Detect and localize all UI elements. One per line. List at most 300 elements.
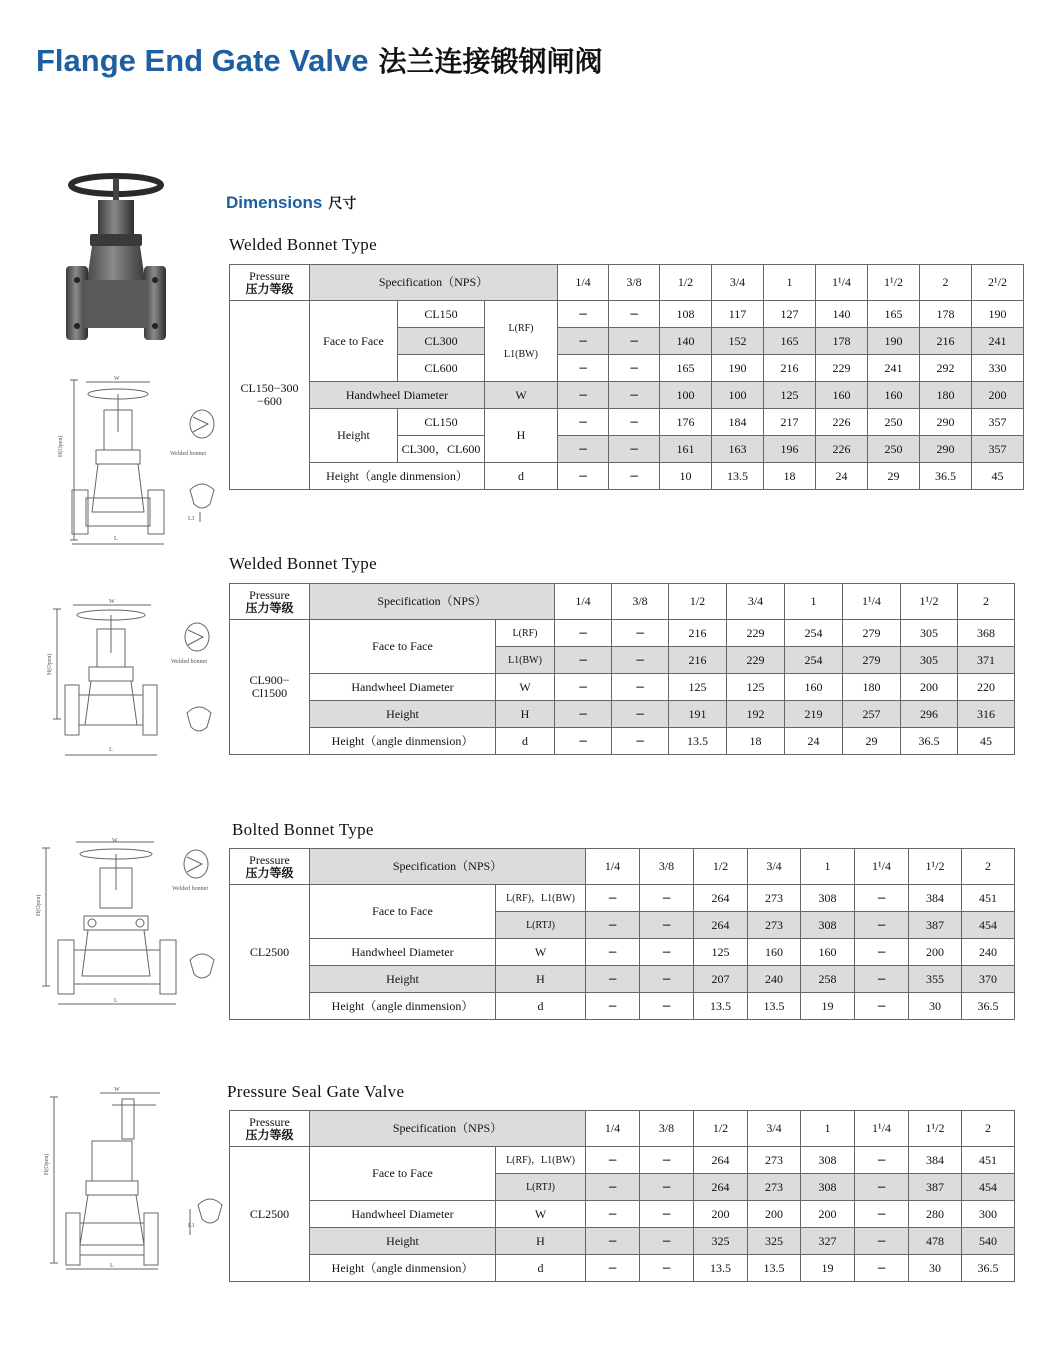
size-header: 3/8 <box>612 584 669 620</box>
cell: − <box>558 382 609 409</box>
cell: 316 <box>958 701 1015 728</box>
cell: 451 <box>962 1147 1015 1174</box>
cell: 292 <box>920 355 972 382</box>
ff-symbol-2: L(RTJ) <box>496 1174 586 1201</box>
cell: 191 <box>669 701 727 728</box>
cell: − <box>640 885 694 912</box>
cell: − <box>586 885 640 912</box>
row-symbol: H <box>496 701 555 728</box>
size-header: 1¹/2 <box>909 1111 962 1147</box>
size-header: 1/4 <box>555 584 612 620</box>
cell: 24 <box>816 463 868 490</box>
cell: 240 <box>962 939 1015 966</box>
cell: − <box>640 939 694 966</box>
cell: − <box>612 647 669 674</box>
size-header: 2 <box>962 1111 1015 1147</box>
class-label: CL600 <box>398 355 485 382</box>
cell: 163 <box>712 436 764 463</box>
cell: 13.5 <box>669 728 727 755</box>
cell: 13.5 <box>748 1255 801 1282</box>
cell: 325 <box>694 1228 748 1255</box>
cell: 13.5 <box>694 993 748 1020</box>
ff-symbols <box>485 301 558 382</box>
cell: − <box>640 1201 694 1228</box>
cell: 30 <box>909 1255 962 1282</box>
page-title <box>36 40 603 80</box>
cell: 19 <box>801 1255 855 1282</box>
pressure-en: Pressure <box>249 852 290 867</box>
table-row <box>230 1201 1015 1228</box>
table-header-row <box>230 849 1015 885</box>
cell: 241 <box>868 355 920 382</box>
size-header: 1¹/2 <box>901 584 958 620</box>
cell: 190 <box>712 355 764 382</box>
cell: − <box>640 912 694 939</box>
height-symbol: H <box>485 409 558 463</box>
cell: 13.5 <box>712 463 764 490</box>
cell: 18 <box>727 728 785 755</box>
cell: 290 <box>920 436 972 463</box>
cell: 384 <box>909 885 962 912</box>
cell: 200 <box>694 1201 748 1228</box>
cell: 100 <box>712 382 764 409</box>
cell: − <box>855 912 909 939</box>
cell: − <box>586 1255 640 1282</box>
row-label: Handwheel Diameter <box>310 1201 496 1228</box>
dimension-table-4 <box>229 1110 1015 1282</box>
cell: 296 <box>901 701 958 728</box>
table-row <box>230 939 1015 966</box>
cell: − <box>609 328 660 355</box>
face-to-face-label: Face to Face <box>310 1147 496 1201</box>
size-header: 1¹/2 <box>868 265 920 301</box>
cell: 200 <box>972 382 1024 409</box>
cell: 24 <box>785 728 843 755</box>
cell: 160 <box>816 382 868 409</box>
cell: − <box>609 409 660 436</box>
cell: − <box>855 939 909 966</box>
cell: 140 <box>816 301 868 328</box>
cell: 273 <box>748 885 801 912</box>
cell: 264 <box>694 1147 748 1174</box>
cell: 229 <box>727 620 785 647</box>
cell: 216 <box>764 355 816 382</box>
cell: − <box>555 647 612 674</box>
cell: 125 <box>727 674 785 701</box>
size-header: 1/2 <box>669 584 727 620</box>
row-label: Handwheel Diameter <box>310 674 496 701</box>
dim-w-label: W <box>109 599 115 605</box>
table-row <box>230 620 1015 647</box>
welded-bonnet-drawing-1 <box>50 372 232 552</box>
table-row <box>230 1147 1015 1174</box>
table-header-row <box>230 265 1024 301</box>
cell: 125 <box>764 382 816 409</box>
row-symbol: d <box>496 993 586 1020</box>
cell: − <box>640 1255 694 1282</box>
cell: 250 <box>868 436 920 463</box>
section-2-title: Welded Bonnet Type <box>229 554 377 573</box>
row-label: Height（angle dinmension） <box>310 463 485 490</box>
cell: 45 <box>972 463 1024 490</box>
ff-symbol-1: L(RF)，L1(BW) <box>496 885 586 912</box>
spec-header: Specification（NPS） <box>310 1111 586 1147</box>
cell: 308 <box>801 912 855 939</box>
dim-w-label: W <box>114 1087 120 1093</box>
cell: − <box>855 993 909 1020</box>
cell: 387 <box>909 1174 962 1201</box>
ff-symbol-2: L1(BW) <box>496 647 555 674</box>
welded-bonnet-drawing-2 <box>45 595 227 767</box>
cell: 18 <box>764 463 816 490</box>
cell: − <box>586 912 640 939</box>
cell: 192 <box>727 701 785 728</box>
cell: 36.5 <box>962 1255 1015 1282</box>
cell: 254 <box>785 647 843 674</box>
dimensions-heading <box>226 193 356 213</box>
spec-header: Specification（NPS） <box>310 584 555 620</box>
cell: 19 <box>801 993 855 1020</box>
cell: 327 <box>801 1228 855 1255</box>
cell: 330 <box>972 355 1024 382</box>
welded-bonnet-label: Welded bonnet <box>172 886 209 892</box>
class-label: CL300，CL600 <box>398 436 485 463</box>
pressure-class-cell: CL900− Cl1500 <box>230 620 310 755</box>
pressure-en: Pressure <box>249 268 290 283</box>
dimension-table-3 <box>229 848 1015 1020</box>
size-header: 2 <box>958 584 1015 620</box>
cell: 264 <box>694 912 748 939</box>
cell: 305 <box>901 620 958 647</box>
table-row <box>230 993 1015 1020</box>
cell: − <box>612 701 669 728</box>
face-to-face-label: Face to Face <box>310 885 496 939</box>
cell: 165 <box>868 301 920 328</box>
cell: − <box>586 1201 640 1228</box>
table-row <box>230 674 1015 701</box>
pressure-class-cell: CL150−300 −600 <box>230 301 310 490</box>
cell: 540 <box>962 1228 1015 1255</box>
table-row <box>230 409 1024 436</box>
cell: − <box>609 355 660 382</box>
row-label: Handwheel Diameter <box>310 382 485 409</box>
cell: 219 <box>785 701 843 728</box>
cell: 160 <box>748 939 801 966</box>
cell: 200 <box>801 1201 855 1228</box>
cell: 216 <box>669 647 727 674</box>
dim-h-label: H(Open) <box>58 435 64 457</box>
cell: 125 <box>669 674 727 701</box>
cell: 229 <box>816 355 868 382</box>
ff-symbol-1: L(RF) <box>496 620 555 647</box>
cell: − <box>855 1174 909 1201</box>
size-header: 2¹/2 <box>972 265 1024 301</box>
cell: − <box>586 966 640 993</box>
cell: 355 <box>909 966 962 993</box>
cell: − <box>558 409 609 436</box>
cell: 226 <box>816 409 868 436</box>
dim-h-label: H(Open) <box>36 894 42 916</box>
cell: 36.5 <box>901 728 958 755</box>
cell: 308 <box>801 1147 855 1174</box>
row-symbol: W <box>485 382 558 409</box>
row-symbol: d <box>496 728 555 755</box>
cell: − <box>640 993 694 1020</box>
cell: 127 <box>764 301 816 328</box>
pressure-en: Pressure <box>249 1114 290 1129</box>
height-label: Height <box>310 409 398 463</box>
pressure-seal-drawing <box>40 1085 230 1275</box>
cell: 387 <box>909 912 962 939</box>
size-header: 1¹/4 <box>816 265 868 301</box>
face-to-face-label: Face to Face <box>310 301 398 382</box>
welded-bonnet-label: Welded bonnet <box>170 451 207 457</box>
pressure-class-cell: CL2500 <box>230 1147 310 1282</box>
cell: 207 <box>694 966 748 993</box>
size-header: 1 <box>801 1111 855 1147</box>
pressure-cn: 压力等级 <box>245 1127 294 1142</box>
cell: 196 <box>764 436 816 463</box>
cell: − <box>855 885 909 912</box>
row-label: Handwheel Diameter <box>310 939 496 966</box>
ff-symbol-1: L(RF) <box>508 322 534 334</box>
cell: 217 <box>764 409 816 436</box>
cell: 100 <box>660 382 712 409</box>
cell: 45 <box>958 728 1015 755</box>
row-symbol: W <box>496 939 586 966</box>
cell: 180 <box>920 382 972 409</box>
valve-photo <box>58 170 178 355</box>
class-label: CL300 <box>398 328 485 355</box>
cell: 308 <box>801 1174 855 1201</box>
cell: − <box>609 463 660 490</box>
size-header: 3/4 <box>748 849 801 885</box>
dim-w-label: W <box>114 376 120 382</box>
size-header: 1¹/4 <box>855 1111 909 1147</box>
cell: 165 <box>764 328 816 355</box>
title-english: Flange End Gate Valve <box>36 43 369 78</box>
cell: 454 <box>962 1174 1015 1201</box>
cell: − <box>609 382 660 409</box>
table-row <box>230 382 1024 409</box>
spec-header: Specification（NPS） <box>310 265 558 301</box>
size-header: 3/8 <box>640 849 694 885</box>
size-header: 3/4 <box>712 265 764 301</box>
cell: 29 <box>843 728 901 755</box>
cell: 257 <box>843 701 901 728</box>
cell: 273 <box>748 1147 801 1174</box>
size-header: 1/4 <box>586 849 640 885</box>
cell: 279 <box>843 647 901 674</box>
cell: 176 <box>660 409 712 436</box>
cell: − <box>586 993 640 1020</box>
cell: − <box>558 301 609 328</box>
pressure-header <box>230 584 310 620</box>
cell: − <box>612 620 669 647</box>
cell: − <box>855 1147 909 1174</box>
cell: 241 <box>972 328 1024 355</box>
cell: − <box>612 728 669 755</box>
cell: − <box>640 1228 694 1255</box>
ff-symbol-2: L1(BW) <box>504 348 538 360</box>
row-symbol: W <box>496 674 555 701</box>
cell: 258 <box>801 966 855 993</box>
dim-l1-label: L1 <box>188 1223 195 1229</box>
size-header: 2 <box>920 265 972 301</box>
cell: 325 <box>748 1228 801 1255</box>
cell: − <box>609 436 660 463</box>
cell: 305 <box>901 647 958 674</box>
dim-w-label: W <box>112 838 118 844</box>
cell: − <box>586 1174 640 1201</box>
cell: 190 <box>868 328 920 355</box>
cell: 36.5 <box>920 463 972 490</box>
size-header: 1/4 <box>558 265 609 301</box>
dim-l-label: L <box>114 998 118 1004</box>
size-header: 3/8 <box>609 265 660 301</box>
cell: 125 <box>694 939 748 966</box>
cell: 273 <box>748 912 801 939</box>
size-header: 1 <box>764 265 816 301</box>
cell: 178 <box>920 301 972 328</box>
table-row <box>230 301 1024 328</box>
size-header: 1 <box>785 584 843 620</box>
cell: 178 <box>816 328 868 355</box>
cell: 165 <box>660 355 712 382</box>
cell: 264 <box>694 1174 748 1201</box>
cell: 279 <box>843 620 901 647</box>
cell: 308 <box>801 885 855 912</box>
cell: − <box>612 674 669 701</box>
class-label: CL150 <box>398 301 485 328</box>
cell: − <box>586 1147 640 1174</box>
cell: − <box>555 620 612 647</box>
cell: 13.5 <box>748 993 801 1020</box>
dimensions-chinese: 尺寸 <box>328 196 357 212</box>
cell: 250 <box>868 409 920 436</box>
dim-h-label: H(Open) <box>47 653 53 675</box>
size-header: 1/2 <box>694 849 748 885</box>
dimension-table-1 <box>229 264 1024 490</box>
cell: − <box>555 701 612 728</box>
dim-l-label: L <box>114 536 118 542</box>
welded-bonnet-label: Welded bonnet <box>171 659 208 665</box>
cell: 200 <box>901 674 958 701</box>
cell: − <box>558 463 609 490</box>
size-header: 1/4 <box>586 1111 640 1147</box>
cell: 13.5 <box>694 1255 748 1282</box>
cell: 451 <box>962 885 1015 912</box>
cell: 357 <box>972 409 1024 436</box>
cell: 160 <box>868 382 920 409</box>
cell: − <box>640 966 694 993</box>
row-label: Height <box>310 1228 496 1255</box>
cell: − <box>586 1228 640 1255</box>
pressure-header <box>230 265 310 301</box>
cell: − <box>586 939 640 966</box>
cell: 161 <box>660 436 712 463</box>
size-header: 3/8 <box>640 1111 694 1147</box>
pressure-header <box>230 1111 310 1147</box>
dim-l-label: L <box>110 1263 114 1269</box>
row-symbol: d <box>496 1255 586 1282</box>
dim-l1-label: L1 <box>188 516 195 522</box>
cell: 160 <box>785 674 843 701</box>
pressure-header <box>230 849 310 885</box>
cell: 290 <box>920 409 972 436</box>
class-label: CL150 <box>398 409 485 436</box>
pressure-class-cell: CL2500 <box>230 885 310 1020</box>
size-header: 2 <box>962 849 1015 885</box>
cell: − <box>609 301 660 328</box>
table-row <box>230 1228 1015 1255</box>
cell: 200 <box>909 939 962 966</box>
table-row <box>230 1255 1015 1282</box>
cell: 254 <box>785 620 843 647</box>
cell: 454 <box>962 912 1015 939</box>
cell: − <box>558 328 609 355</box>
cell: 280 <box>909 1201 962 1228</box>
cell: 200 <box>748 1201 801 1228</box>
cell: 160 <box>801 939 855 966</box>
cell: − <box>555 728 612 755</box>
row-label: Height（angle dinmension） <box>310 993 496 1020</box>
table-row <box>230 885 1015 912</box>
cell: 368 <box>958 620 1015 647</box>
cell: 478 <box>909 1228 962 1255</box>
dimension-table-2 <box>229 583 1015 755</box>
cell: − <box>855 1255 909 1282</box>
cell: 229 <box>727 647 785 674</box>
size-header: 1 <box>801 849 855 885</box>
table-row <box>230 966 1015 993</box>
section-1-title: Welded Bonnet Type <box>229 235 377 254</box>
cell: 220 <box>958 674 1015 701</box>
pressure-cn: 压力等级 <box>245 865 294 880</box>
cell: 184 <box>712 409 764 436</box>
cell: − <box>855 1228 909 1255</box>
table-row <box>230 701 1015 728</box>
cell: − <box>640 1174 694 1201</box>
table-header-row <box>230 1111 1015 1147</box>
bolted-bonnet-drawing <box>36 836 226 1016</box>
cell: 216 <box>920 328 972 355</box>
cell: 36.5 <box>962 993 1015 1020</box>
table-row <box>230 463 1024 490</box>
cell: 264 <box>694 885 748 912</box>
cell: 240 <box>748 966 801 993</box>
spec-header: Specification（NPS） <box>310 849 586 885</box>
row-label: Height（angle dinmension） <box>310 728 496 755</box>
table-header-row <box>230 584 1015 620</box>
dim-l-label: L <box>109 747 113 753</box>
cell: 300 <box>962 1201 1015 1228</box>
table-row <box>230 728 1015 755</box>
cell: 384 <box>909 1147 962 1174</box>
cell: 108 <box>660 301 712 328</box>
row-symbol: H <box>496 966 586 993</box>
cell: − <box>558 355 609 382</box>
size-header: 1¹/4 <box>843 584 901 620</box>
section-3-title: Bolted Bonnet Type <box>232 820 374 839</box>
cell: − <box>855 966 909 993</box>
row-symbol: d <box>485 463 558 490</box>
cell: 357 <box>972 436 1024 463</box>
cell: − <box>855 1201 909 1228</box>
cell: 190 <box>972 301 1024 328</box>
section-4-title: Pressure Seal Gate Valve <box>227 1082 405 1101</box>
row-label: Height <box>310 966 496 993</box>
